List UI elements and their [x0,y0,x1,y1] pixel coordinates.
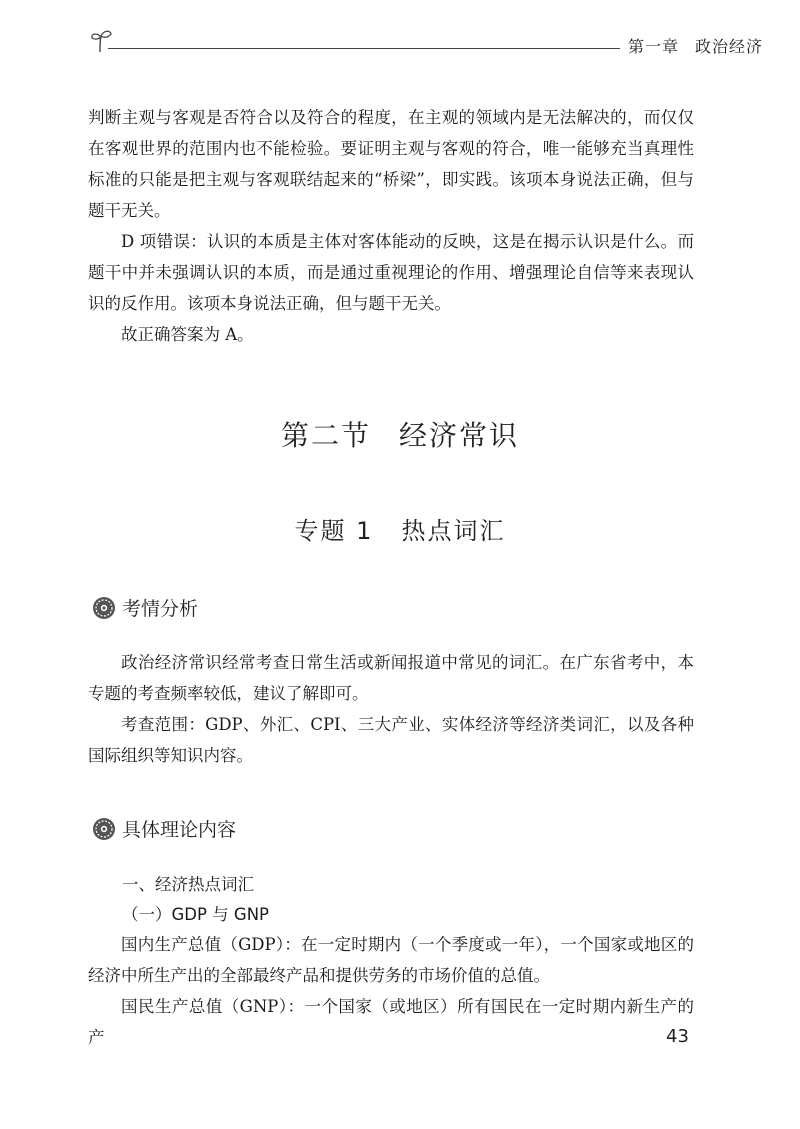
flower-badge-icon [92,596,116,620]
topic-name: 热点词汇 [401,517,506,545]
subhead-theory-label: 具体理论内容 [122,819,237,841]
chapter-number: 第一章 [628,37,680,56]
paragraph-answer: 故正确答案为 A。 [121,325,254,344]
chapter-title: 政治经济 [695,37,764,56]
paragraph-gnp: 国民生产总值（GNP）：一个国家（或地区）所有国民在一定时期内新生产的产 [88,997,694,1047]
section-number: 第二节 [280,419,371,452]
chapter-label [628,34,763,57]
heading-economic-terms: 一、经济热点词汇 [122,875,254,894]
section-name: 经济常识 [399,419,520,452]
paragraph-continued: 判断主观与客观是否符合以及符合的程度，在主观的领域内是无法解决的，而仅仅在客观世界的范围内也不能检验。要证明主观与客观的符合，唯一能够充当真理性标准的只能是把主观与客观联结起来的“桥梁”，即实践。该项本身说法正确，但与题干无关。 [88,108,694,220]
paragraph-gdp: 国内生产总值（GDP）：在一定时期内（一个季度或一年），一个国家或地区的经济中所生产出的全部最终产品和提供劳务的市场价值的总值。 [88,935,694,985]
heading-gdp-gnp: （一）GDP 与 GNP [122,905,270,924]
subhead-analysis-label: 考情分析 [122,598,199,620]
paragraph-scope: 考查范围：GDP、外汇、CPI、三大产业、实体经济等经济类词汇，以及各种国际组织等知识内容。 [88,715,694,765]
topic-title [0,511,800,546]
subhead-analysis [92,594,198,621]
page-number: 43 [666,1026,689,1047]
section-title [0,414,800,454]
paragraph-analysis: 政治经济常识经常考查日常生活或新闻报道中常见的词汇。在广东省考中，本专题的考查频率较低，建议了解即可。 [88,653,694,703]
subhead-theory [92,815,236,842]
header-rule [108,48,620,49]
flower-badge-icon [92,817,116,841]
running-header [88,26,764,62]
sprout-icon [88,26,118,56]
paragraph-option-d: D 项错误：认识的本质是主体对客体能动的反映，这是在揭示认识是什么。而题干中并未强调认识的本质，而是通过重视理论的作用、增强理论自信等来表现认识的反作用。该项本身说法正确，但与题干无关。 [88,232,694,313]
topic-number: 专题 1 [294,517,374,545]
